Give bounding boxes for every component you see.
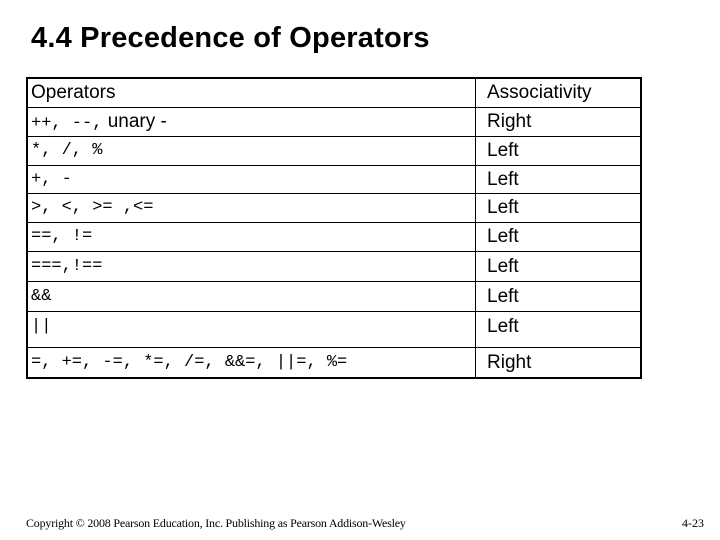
row-divider	[26, 311, 642, 312]
table-column-divider	[475, 77, 476, 379]
table-row-associativity: Left	[487, 286, 519, 307]
copyright-footer: Copyright © 2008 Pearson Education, Inc. Publishing as Pearson Addison-Wesley	[26, 516, 406, 530]
table-row-operators	[31, 112, 167, 132]
table-row-associativity: Right	[487, 111, 532, 132]
table-border-right	[640, 77, 642, 379]
table-row-associativity: Left	[487, 140, 519, 161]
table-row-operators: ==, !=	[31, 227, 93, 246]
row-divider	[26, 222, 642, 223]
table-row-associativity: Left	[487, 316, 519, 337]
table-row-operators: >, <, >= ,<=	[31, 198, 154, 217]
row-divider	[26, 165, 642, 166]
page-number: 4-23	[682, 516, 704, 530]
table-row-associativity: Left	[487, 197, 519, 218]
operators-column-header: Operators	[31, 82, 116, 103]
row-divider	[26, 347, 642, 348]
table-border-left	[26, 77, 28, 379]
operator-precedence-table	[26, 77, 642, 379]
row-divider	[26, 251, 642, 252]
table-row-operators: =, +=, -=, *=, /=, &&=, ||=, %=	[31, 353, 348, 372]
row-divider	[26, 193, 642, 194]
table-row-operators: +, -	[31, 170, 72, 189]
table-row-operators: ||	[31, 317, 52, 336]
table-row-operators: ===,!==	[31, 257, 103, 276]
operators-code-part: ++, --,	[31, 114, 103, 133]
row-divider	[26, 107, 642, 108]
table-border-bottom	[26, 377, 642, 379]
table-row-operators: &&	[31, 287, 52, 306]
table-row-associativity: Left	[487, 256, 519, 277]
operators-text-part: unary -	[102, 111, 167, 132]
row-divider	[26, 281, 642, 282]
row-divider	[26, 136, 642, 137]
table-row-associativity: Left	[487, 169, 519, 190]
slide-title: 4.4 Precedence of Operators	[31, 22, 430, 54]
table-row-associativity: Left	[487, 226, 519, 247]
table-row-operators: *, /, %	[31, 141, 103, 160]
table-border-top	[26, 77, 642, 79]
table-row-associativity: Right	[487, 352, 532, 373]
associativity-column-header: Associativity	[487, 82, 592, 103]
